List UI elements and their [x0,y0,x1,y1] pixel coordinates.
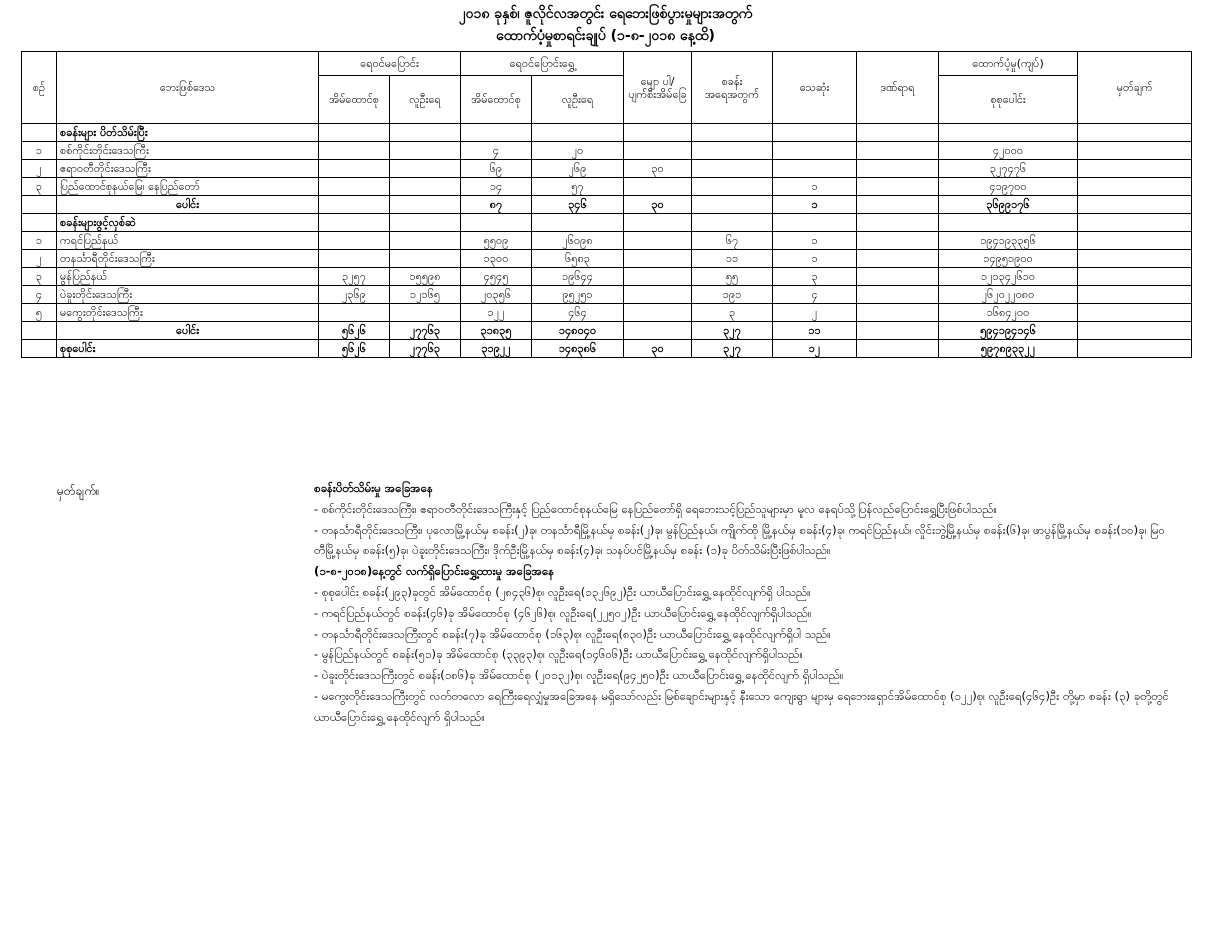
note-paragraph: - စစ်ကိုင်းတိုင်းဒေသကြီး၊ ဧရာဝတီတိုင်းဒေသကြီးနှင့် ပြည်ထောင်စုနယ်မြေ နေပြည်တော်ရှိ ရေဘေးသင့်ပြည်သူများမှာ မူလ နေရပ်သို့ပြန်လည်ပြောင်းရွှေ့ပြီးဖြစ်ပါသည်။ [314,501,998,516]
row-camps: ၁၁ [692,250,773,268]
total-row [22,196,1192,214]
notes-section [314,478,1174,728]
row-m-pp: ၂၆၉ [532,160,624,178]
table-row [22,232,1192,250]
header-injured: ဒဏ်ရာရ [857,52,939,124]
row-m-hh: ၄၅၄၅ [461,268,532,286]
row-nm-pp [390,142,461,160]
row-number: ၃ [22,268,57,286]
total-deaths: ၁၁ [773,322,857,340]
row-camps: ၅၅ [692,268,773,286]
row-injured [857,268,939,286]
total-empty [22,196,57,214]
total-injured [857,340,939,358]
row-m-hh: ၅၅၀၉ [461,232,532,250]
row-support: ၁၄၉၅၁၉၀၀ [939,250,1078,268]
note-paragraph: - ပဲခူးတိုင်းဒေသကြီးတွင် စခန်း(၁၈၆)ခု အိမ်ထောင်စု (၂၀၁၃၂)စု၊ လူဦးရေ(၉၄၂၅၀)ဦး ယာယီပြောင်းရွှေ့ နေထိုင်လျက် ရှိပါသည်။ [314,668,844,683]
row-damaged [624,304,692,322]
row-injured [857,232,939,250]
row-deaths: ၃ [773,268,857,286]
row-region: ဧရာဝတီတိုင်းဒေသကြီး [57,160,319,178]
row-camps: ၆၇ [692,232,773,250]
row-remarks [1078,232,1192,250]
row-region: ပဲခူးတိုင်းဒေသကြီး [57,286,319,304]
header-not-moved: ရေဝင်မပြောင်း [319,52,461,76]
row-m-pp: ၅၇ [532,178,624,196]
row-m-hh: ၁၂၂ [461,304,532,322]
table-row [22,268,1192,286]
row-damaged [624,142,692,160]
table-row [22,178,1192,196]
row-nm-hh [319,160,390,178]
row-nm-hh [319,304,390,322]
row-injured [857,250,939,268]
row-nm-hh [319,250,390,268]
row-m-pp: ၂၆၀၉၈ [532,232,624,250]
table-row [22,286,1192,304]
row-m-pp: ၂၀ [532,142,624,160]
page-title: ၂၀၁၈ ခုနှစ်၊ ဇူလိုင်လအတွင်း ရေဘေးဖြစ်ပွားမှုများအတွက် [458,6,753,22]
total-label: ပေါင်း [57,322,319,340]
total-m-pp: ၁၄၈၀၄၀ [532,322,624,340]
row-region: မကွေးတိုင်းဒေသကြီး [57,304,319,322]
total-nm-hh: ၅၆၂၆ [319,340,390,358]
row-deaths [773,160,857,178]
total-support: ၃၆၉၉၁၇၆ [939,196,1078,214]
total-m-pp: ၁၄၈၃၈၆ [532,340,624,358]
header-moved: ရေဝင်ပြောင်းရွှေ့ [461,52,624,76]
total-nm-pp: ၂၇၇၆၃ [390,322,461,340]
total-m-hh: ၈၇ [461,196,532,214]
row-nm-hh: ၂၃၆၉ [319,286,390,304]
total-support: ၅၉၄၁၉၄၁၄၆ [939,322,1078,340]
row-remarks [1078,178,1192,196]
row-support: ၄၁၉၇၀၀ [939,178,1078,196]
row-support: ၂၆၂၀၂၂၀၈၀ [939,286,1078,304]
table-row [22,304,1192,322]
row-support: ၄၂၀၀၀ [939,142,1078,160]
header-deaths: သေဆုံး [773,52,857,124]
row-camps [692,142,773,160]
row-region: ပြည်ထောင်စုနယ်မြေ၊ နေပြည်တော် [57,178,319,196]
row-camps: ၁၉၁ [692,286,773,304]
section-closed-title: စခန်းများ ပိတ်သိမ်းပြီး [57,124,319,142]
row-damaged [624,178,692,196]
table-row [22,160,1192,178]
row-number: ၄ [22,286,57,304]
row-deaths: ၄ [773,286,857,304]
total-damaged: ၃၀ [624,340,692,358]
total-remarks [1078,322,1192,340]
total-empty [22,340,57,358]
total-damaged [624,322,692,340]
total-m-hh: ၃၁၉၂၂ [461,340,532,358]
row-damaged [624,232,692,250]
row-m-hh: ၆၉ [461,160,532,178]
notes-label: မှတ်ချက်။ [57,484,100,498]
row-m-hh: ၄ [461,142,532,160]
total-m-pp: ၃၄၆ [532,196,624,214]
row-region: မွန်ပြည်နယ် [57,268,319,286]
row-injured [857,160,939,178]
row-injured [857,304,939,322]
row-number: ၅ [22,304,57,322]
total-row [22,340,1192,358]
row-number: ၂ [22,160,57,178]
row-nm-pp: ၁၅၅၉၈ [390,268,461,286]
note-paragraph: - တနင်္သာရီတိုင်းဒေသကြီး၊ ပုလောမြို့နယ်မှ စခန်း(၂)ခု၊ တနင်္သာရီမြို့နယ်မှ စခန်း(၂)ခု၊ မွန်ပြည်နယ်၊ ကျိုက်ထို မြို့နယ်မှ စခန်း(၄)ခု၊ ကရင်ပြည်နယ်၊ လှိုင်းဘွဲ့မြို့နယ်မှ စခန်း(၆)ခု၊ ဖာပွန်မြို့နယ်မှ စခန်း(၁၀)ခု၊ မြဝတီမြို့နယ်မှ စခန်း(၅)ခု၊ ပဲခူးတိုင်းဒေသကြီး၊ ဒိုက်ဦးမြို့နယ်မှ စခန်း(၄)ခု၊ သနပ်ပင်မြို့နယ်မှ စခန်း (၁)ခု ပိတ်သိမ်းပြီးဖြစ်ပါသည်။ [314,522,1166,558]
total-nm-pp: ၂၇၇၆၃ [390,340,461,358]
row-remarks [1078,286,1192,304]
section-open-title: စခန်းများဖွင့်လှစ်ဆဲ [57,214,319,232]
page-subtitle: ထောက်ပံ့မှုစာရင်းချုပ် (၁-၈-၂၀၁၈ နေ့ထိ) [496,28,715,44]
row-number: ၂ [22,250,57,268]
row-support: ၁၉၄၁၉၃၃၅၆ [939,232,1078,250]
header-m-people: လူဦးရေ [532,76,624,124]
total-injured [857,196,939,214]
row-remarks [1078,142,1192,160]
row-injured [857,286,939,304]
row-m-hh: ၁၃၀၀ [461,250,532,268]
total-empty [22,322,57,340]
total-m-hh: ၃၁၈၃၅ [461,322,532,340]
row-deaths: ၂ [773,304,857,322]
row-nm-hh [319,232,390,250]
total-support: ၅၉၇၈၉၃၃၂၂ [939,340,1078,358]
table-row [22,142,1192,160]
row-injured [857,142,939,160]
row-number: ၃ [22,178,57,196]
row-camps [692,160,773,178]
total-label: ပေါင်း [57,196,319,214]
row-nm-pp [390,304,461,322]
row-remarks [1078,304,1192,322]
row-support: ၃၂၇၄၇၆ [939,160,1078,178]
row-nm-hh [319,142,390,160]
notes-heading-closure: စခန်းပိတ်သိမ်းမှု အခြေအနေ [314,481,433,495]
row-nm-pp [390,178,461,196]
row-damaged [624,250,692,268]
header-no: စဉ် [22,52,57,124]
row-nm-hh: ၃၂၅၇ [319,268,390,286]
total-remarks [1078,340,1192,358]
row-camps [692,178,773,196]
row-nm-pp [390,232,461,250]
header-support: ထောက်ပံ့မှု(ကျပ်) [939,52,1078,76]
header-m-households: အိမ်ထောင်စု [461,76,532,124]
table-row [22,250,1192,268]
note-paragraph: - မကွေးတိုင်းဒေသကြီးတွင် လတ်တလော ရေကြီးရေလျှံမှုအခြေအနေ မရှိသော်လည်း မြစ်ချောင်းများနှင့် နီးသော ကျေးရွာ များမှ ရေဘေးရှောင်အိမ်ထောင်စု (၁၂၂)စု၊ လူဦးရေ(၄၆၄)ဦး တို့မှာ စခန်း (၃) ခုတို့တွင် ယာယီပြောင်းရွှေ့ နေထိုင်လျက် ရှိပါသည်။ [314,688,1169,724]
row-region: တနင်္သာရီတိုင်းဒေသကြီး [57,250,319,268]
row-damaged: ၃၀ [624,160,692,178]
note-paragraph: - စုစုပေါင်း စခန်း(၂၉၃)ခုတွင် အိမ်ထောင်စု (၂၈၄၃၆)စု၊ လူဦးရေ(၁၃၂၆၉၂)ဦး ယာယီပြောင်းရွှေ့ နေထိုင်လျက်ရှိ ပါသည်။ [314,584,811,599]
total-deaths: ၁ [773,196,857,214]
row-number: ၁ [22,142,57,160]
row-deaths: ၁ [773,232,857,250]
row-number: ၁ [22,232,57,250]
total-nm-hh [319,196,390,214]
total-injured [857,322,939,340]
row-injured [857,178,939,196]
row-m-pp: ၉၅၂၅၁ [532,286,624,304]
row-m-pp: ၆၅၈၃ [532,250,624,268]
row-nm-hh [319,178,390,196]
total-camps: ၃၂၇ [692,322,773,340]
row-deaths: ၁ [773,178,857,196]
row-deaths [773,142,857,160]
note-paragraph: - မွန်ပြည်နယ်တွင် စခန်း(၅၁)ခု အိမ်ထောင်စု (၃၃၉၃)စု၊ လူဦးရေ(၁၄၆၀၆)ဦး ယာယီပြောင်းရွှေ့ နေထိုင်လျက်ရှိပါသည်။ [314,647,804,662]
row-remarks [1078,268,1192,286]
total-damaged: ၃၀ [624,196,692,214]
total-label: စုစုပေါင်း [57,340,319,358]
total-remarks [1078,196,1192,214]
total-nm-pp [390,196,461,214]
total-camps: ၃၂၇ [692,340,773,358]
header-damaged: မျော ပါ/ပျက်စီးအိမ်ခြေ [624,52,692,124]
row-support: ၁၆၈၄၂၀၀ [939,304,1078,322]
total-camps [692,196,773,214]
note-paragraph: - တနင်္သာရီတိုင်းဒေသကြီးတွင် စခန်း(၇)ခု အိမ်ထောင်စု (၁၆၃)စု၊ လူဦးရေ(၈၃၀)ဦး ယာယီပြောင်းရွှေ့ နေထိုင်လျက်ရှိပါ သည်။ [314,626,831,641]
row-damaged [624,286,692,304]
header-remarks: မှတ်ချက် [1078,52,1192,124]
row-nm-pp: ၁၂၁၆၅ [390,286,461,304]
row-nm-pp [390,160,461,178]
row-m-hh: ၁၄ [461,178,532,196]
row-nm-pp [390,250,461,268]
row-m-pp: ၁၉၆၄၄ [532,268,624,286]
note-paragraph: - ကရင်ပြည်နယ်တွင် စခန်း(၄၆)ခု အိမ်ထောင်စု (၄၆၂၆)စု၊ လူဦးရေ(၂၂၅၀၂)ဦး ယာယီပြောင်းရွှေ့ နေထိုင်လျက်ရှိပါသည်။ [314,605,812,620]
flood-support-table [21,51,1192,358]
total-deaths: ၁၂ [773,340,857,358]
row-camps: ၃ [692,304,773,322]
header-nm-people: လူဦးရေ [390,76,461,124]
row-deaths: ၁ [773,250,857,268]
row-remarks [1078,250,1192,268]
row-m-hh: ၂၀၃၅၆ [461,286,532,304]
row-remarks [1078,160,1192,178]
total-row [22,322,1192,340]
header-region: ဘေးဖြစ်ဒေသ [57,52,319,124]
row-m-pp: ၄၆၄ [532,304,624,322]
header-camps: စခန်းအရေအတွက် [692,52,773,124]
notes-heading-current: (၁-၈-၂၀၁၈)နေ့တွင် လက်ရှိပြောင်းရွှေ့ထားမှု အခြေအနေ [314,564,555,579]
row-damaged [624,268,692,286]
row-support: ၁၂၁၃၄၂၆၁၀ [939,268,1078,286]
total-nm-hh: ၅၆၂၆ [319,322,390,340]
row-region: ကရင်ပြည်နယ် [57,232,319,250]
header-nm-households: အိမ်ထောင်စု [319,76,390,124]
row-region: စစ်ကိုင်းတိုင်းဒေသကြီး [57,142,319,160]
header-support-total: စုစုပေါင်း [939,76,1078,124]
